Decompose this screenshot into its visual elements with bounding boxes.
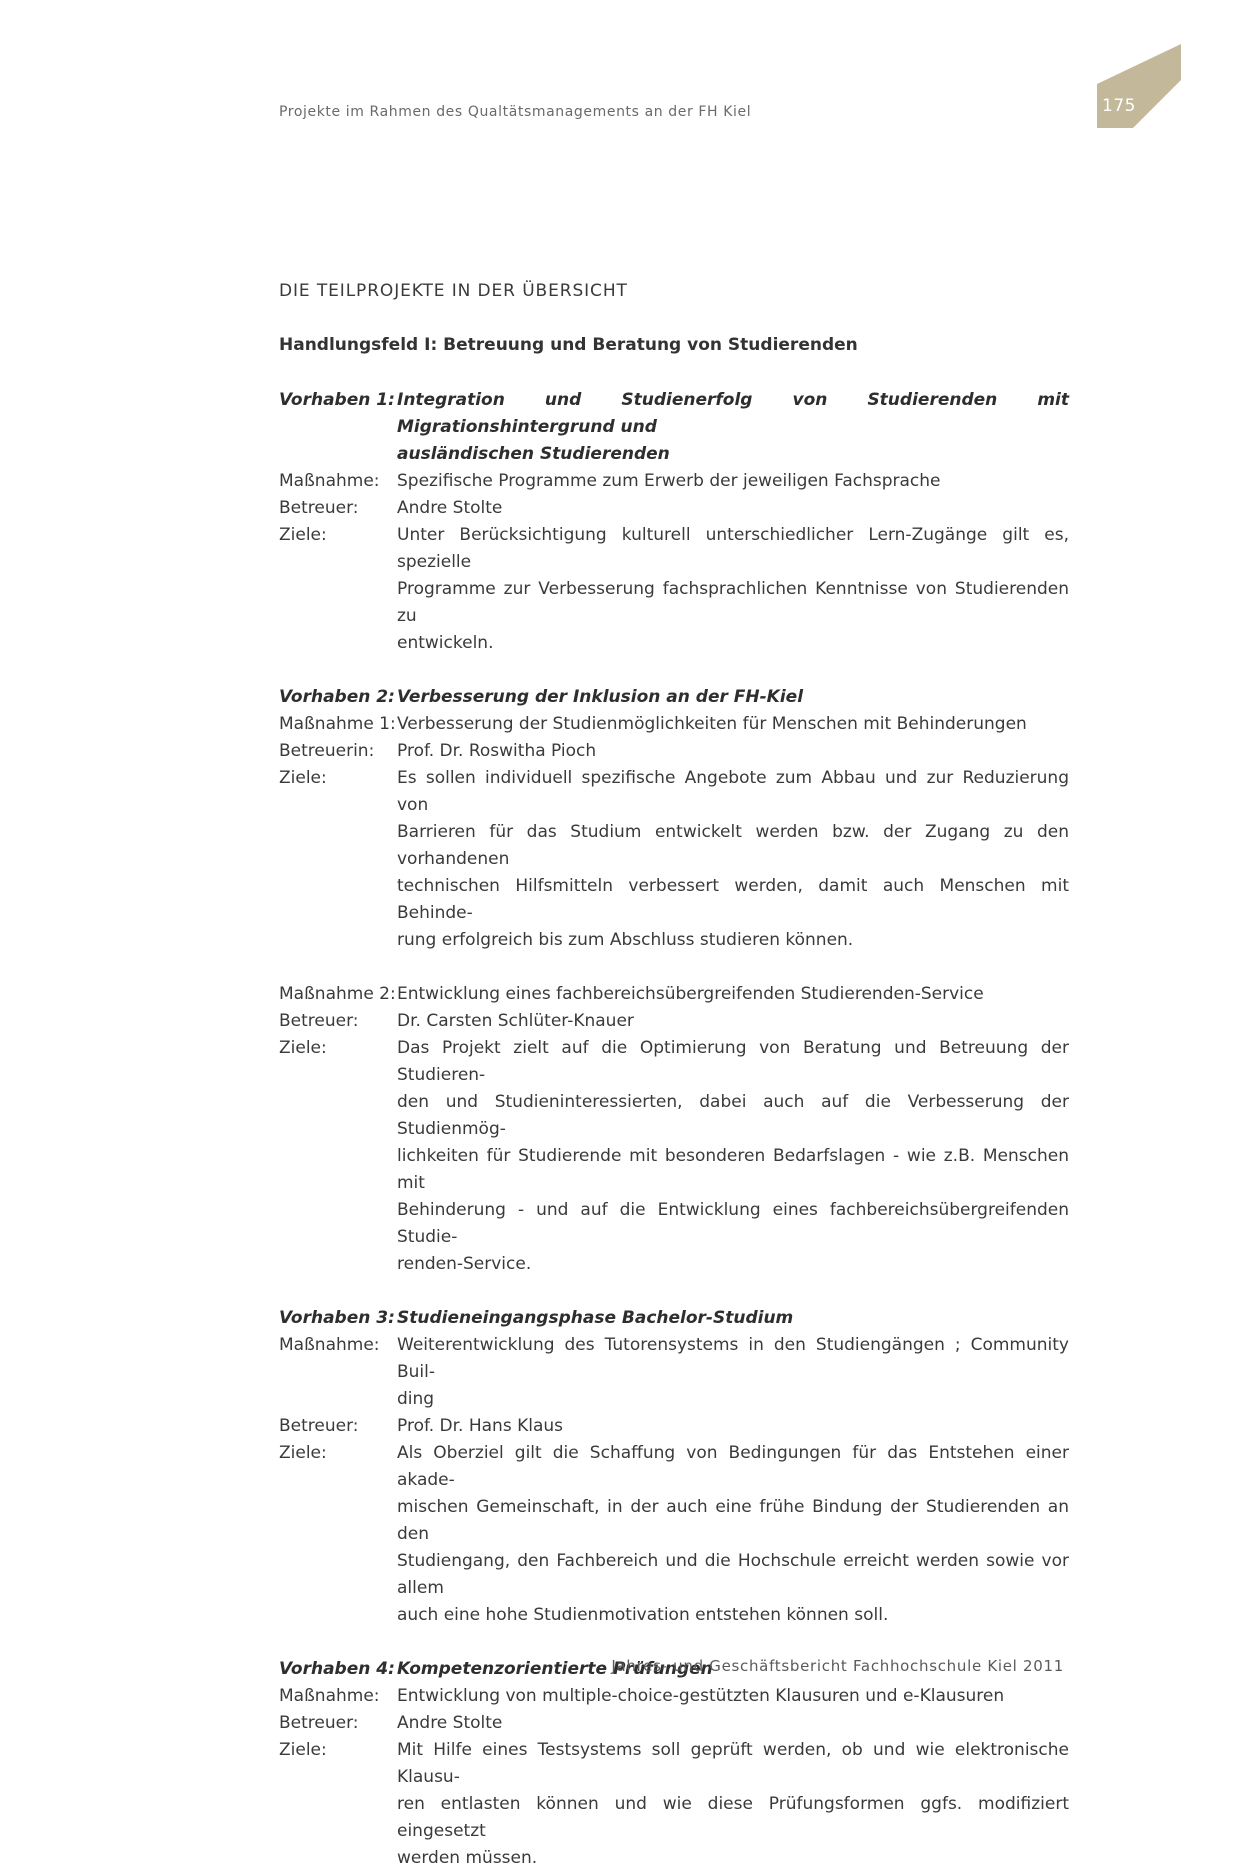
project-detail-row bbox=[279, 738, 1069, 765]
text-line: Studiengang, den Fachbereich und die Hochschule erreicht werden sowie vor allem bbox=[397, 1551, 1069, 1598]
field-title: Handlungsfeld I: Betreuung und Beratung von Studierenden bbox=[279, 335, 858, 355]
project-detail-row bbox=[279, 1008, 1069, 1035]
text-line: Das Projekt zielt auf die Optimierung von Beratung und Betreuung der Studieren- bbox=[397, 1038, 1069, 1085]
project-detail-row bbox=[279, 981, 1069, 1008]
project-detail-row bbox=[279, 1413, 1069, 1440]
text-line: Integration und Studienerfolg von Studierenden mit Migrationshintergrund und bbox=[397, 390, 1069, 437]
text-line: Kompetenzorientierte Prüfungen bbox=[397, 1659, 713, 1679]
text-line: Barrieren für das Studium entwickelt werden bzw. der Zugang zu den vorhandenen bbox=[397, 822, 1069, 869]
row-label: Betreuer: bbox=[279, 498, 359, 518]
row-value bbox=[397, 1008, 1069, 1035]
project-detail-row bbox=[279, 495, 1069, 522]
project-detail-row bbox=[279, 1737, 1069, 1872]
project-detail-row bbox=[279, 1683, 1069, 1710]
text-line: Entwicklung eines fachbereichsübergreifenden Studierenden-Service bbox=[397, 984, 984, 1004]
row-value bbox=[397, 738, 1069, 765]
row-value bbox=[397, 711, 1069, 738]
row-label: Vorhaben 4: bbox=[279, 1659, 395, 1679]
text-line: Programme zur Verbesserung fachsprachlichen Kenntnisse von Studierenden zu bbox=[397, 579, 1069, 626]
project-detail-row bbox=[279, 711, 1069, 738]
running-header: Projekte im Rahmen des Qualtätsmanagements an der FH Kiel bbox=[279, 104, 752, 120]
text-line: lichkeiten für Studierende mit besonderen Bedarfslagen - wie z.B. Menschen mit bbox=[397, 1146, 1069, 1193]
row-label: Maßnahme 2: bbox=[279, 984, 396, 1004]
row-label: Betreuerin: bbox=[279, 741, 375, 761]
project-detail-row bbox=[279, 1332, 1069, 1413]
row-label: Vorhaben 2: bbox=[279, 687, 395, 707]
text-line: Es sollen individuell spezifische Angebote zum Abbau und zur Reduzierung von bbox=[397, 768, 1069, 815]
row-value bbox=[397, 981, 1069, 1008]
row-value bbox=[397, 1332, 1069, 1413]
project-block bbox=[279, 1305, 1069, 1629]
row-value bbox=[397, 468, 1069, 495]
project-detail-row bbox=[279, 468, 1069, 495]
row-value bbox=[397, 1440, 1069, 1629]
row-label: Maßnahme: bbox=[279, 1686, 380, 1706]
row-label: Vorhaben 3: bbox=[279, 1308, 395, 1328]
text-line: technischen Hilfsmitteln verbessert werden, damit auch Menschen mit Behinde- bbox=[397, 876, 1069, 923]
section-title: DIE TEILPROJEKTE IN DER ÜBERSICHT bbox=[279, 281, 628, 301]
text-line: Behinderung - und auf die Entwicklung eines fachbereichsübergreifenden Studie- bbox=[397, 1200, 1069, 1247]
project-title-row bbox=[279, 684, 1069, 711]
text-line: Studieneingangsphase Bachelor-Studium bbox=[397, 1308, 794, 1328]
row-value bbox=[397, 387, 1069, 468]
text-line: Weiterentwicklung des Tutorensystems in den Studiengängen ; Community Buil- bbox=[397, 1335, 1069, 1382]
project-block bbox=[279, 981, 1069, 1278]
text-line: ding bbox=[397, 1389, 435, 1409]
project-detail-row bbox=[279, 1440, 1069, 1629]
project-block bbox=[279, 387, 1069, 657]
project-block bbox=[279, 684, 1069, 954]
block-spacer bbox=[279, 954, 1069, 981]
row-label: Ziele: bbox=[279, 1740, 327, 1760]
footer-text: Jahres- und Geschäftsbericht Fachhochschule Kiel 2011 bbox=[611, 1657, 1064, 1675]
block-spacer bbox=[279, 1278, 1069, 1305]
project-detail-row bbox=[279, 1035, 1069, 1278]
row-value bbox=[397, 1035, 1069, 1278]
row-label: Ziele: bbox=[279, 525, 327, 545]
page-number: 175 bbox=[1102, 96, 1136, 116]
project-title-row bbox=[279, 1305, 1069, 1332]
row-value bbox=[397, 765, 1069, 954]
project-detail-row bbox=[279, 522, 1069, 657]
row-value bbox=[397, 522, 1069, 657]
text-line: renden-Service. bbox=[397, 1254, 532, 1274]
text-line: Prof. Dr. Hans Klaus bbox=[397, 1416, 564, 1436]
block-spacer bbox=[279, 657, 1069, 684]
row-label: Maßnahme 1: bbox=[279, 714, 396, 734]
text-line: ren entlasten können und wie diese Prüfungsformen ggfs. modifiziert eingesetzt bbox=[397, 1794, 1069, 1841]
row-value bbox=[397, 684, 1069, 711]
text-line: Dr. Carsten Schlüter-Knauer bbox=[397, 1011, 634, 1031]
row-value bbox=[397, 1413, 1069, 1440]
text-line: Andre Stolte bbox=[397, 498, 503, 518]
project-detail-row bbox=[279, 765, 1069, 954]
row-label: Ziele: bbox=[279, 768, 327, 788]
row-value bbox=[397, 1305, 1069, 1332]
text-line: werden müssen. bbox=[397, 1848, 538, 1868]
row-label: Vorhaben 1: bbox=[279, 390, 395, 410]
row-label: Ziele: bbox=[279, 1443, 327, 1463]
text-line: Prof. Dr. Roswitha Pioch bbox=[397, 741, 597, 761]
row-value bbox=[397, 1683, 1069, 1710]
text-line: rung erfolgreich bis zum Abschluss studieren können. bbox=[397, 930, 854, 950]
text-line: auch eine hohe Studienmotivation entstehen können soll. bbox=[397, 1605, 889, 1625]
row-label: Maßnahme: bbox=[279, 471, 380, 491]
block-spacer bbox=[279, 1629, 1069, 1656]
row-label: Ziele: bbox=[279, 1038, 327, 1058]
text-line: Verbesserung der Studienmöglichkeiten für Menschen mit Behinderungen bbox=[397, 714, 1027, 734]
text-line: Entwicklung von multiple-choice-gestützten Klausuren und e-Klausuren bbox=[397, 1686, 1005, 1706]
text-line: Andre Stolte bbox=[397, 1713, 503, 1733]
text-line: den und Studieninteressierten, dabei auch auf die Verbesserung der Studienmög- bbox=[397, 1092, 1069, 1139]
row-label: Betreuer: bbox=[279, 1713, 359, 1733]
text-line: Unter Berücksichtigung kulturell unterschiedlicher Lern-Zugänge gilt es, spezielle bbox=[397, 525, 1069, 572]
row-value bbox=[397, 495, 1069, 522]
row-value bbox=[397, 1710, 1069, 1737]
row-label: Betreuer: bbox=[279, 1011, 359, 1031]
row-value bbox=[397, 1737, 1069, 1872]
text-line: mischen Gemeinschaft, in der auch eine frühe Bindung der Studierenden an den bbox=[397, 1497, 1069, 1544]
row-label: Betreuer: bbox=[279, 1416, 359, 1436]
project-block bbox=[279, 1656, 1069, 1872]
text-line: Spezifische Programme zum Erwerb der jeweiligen Fachsprache bbox=[397, 471, 941, 491]
text-line: entwickeln. bbox=[397, 633, 494, 653]
text-line: Als Oberziel gilt die Schaffung von Bedingungen für das Entstehen einer akade- bbox=[397, 1443, 1069, 1490]
row-label: Maßnahme: bbox=[279, 1335, 380, 1355]
text-line: ausländischen Studierenden bbox=[397, 444, 670, 464]
project-title-row bbox=[279, 387, 1069, 468]
text-line: Verbesserung der Inklusion an der FH-Kiel bbox=[397, 687, 804, 707]
project-list bbox=[279, 387, 1069, 1872]
text-line: Mit Hilfe eines Testsystems soll geprüft werden, ob und wie elektronische Klausu- bbox=[397, 1740, 1069, 1787]
project-detail-row bbox=[279, 1710, 1069, 1737]
